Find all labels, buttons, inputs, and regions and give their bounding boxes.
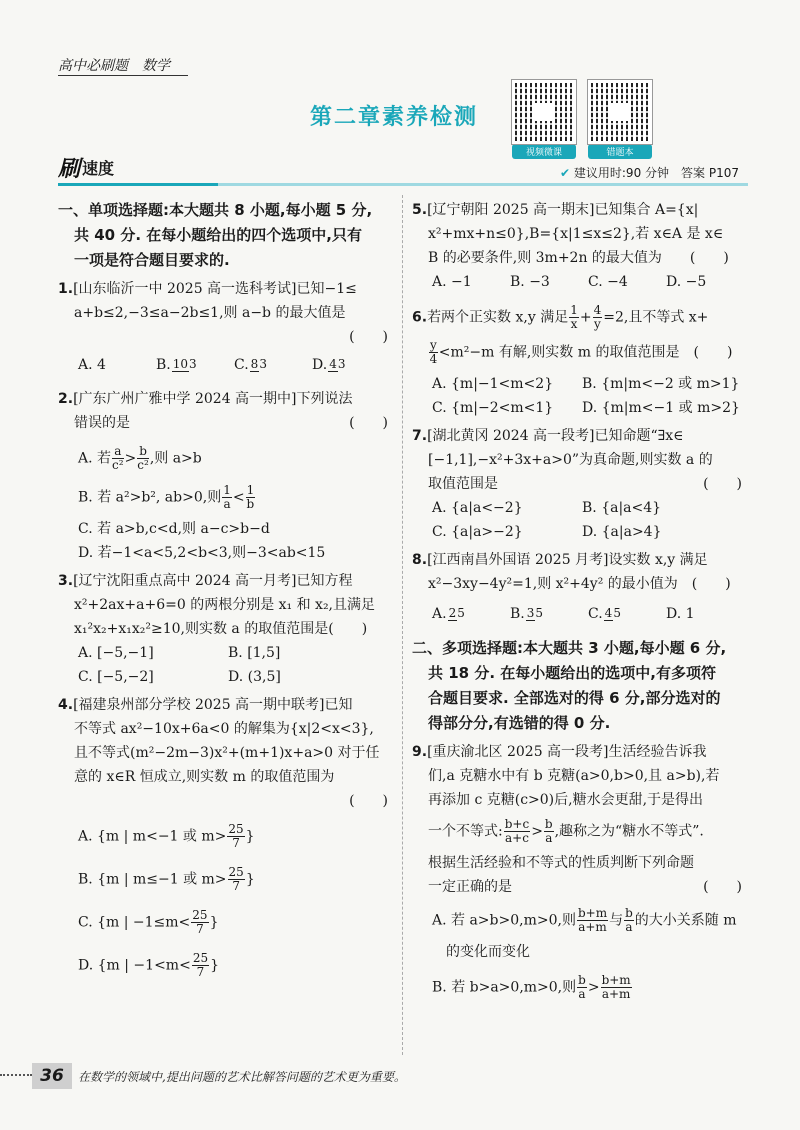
question-3: 3.[辽宁沈阳重点高中 2024 高一月考]已知方程 x²+2ax+a+6=0 的两根分别是 x₁ 和 x₂,且满足 x₁²x₂+x₁x₂²≥10,则实数 a 的取值范围是( ) A. [−5,−1] B. [1,5] C. [−5,−2] D. (3,5] bbox=[58, 573, 376, 685]
question-2: 2.[广东广州广雅中学 2024 高一期中]下列说法 错误的是 ( ) A. 若 $\frac{a}{\text{c²}}$ > $\frac{b}{\text{c²}}$ ,则 a>b B. 若 a²>b², ab>0,则 $\frac{1}{a}$ < $\frac{1}{b}$ C. 若 a>b,c<d,则 a−c>b−d D. 若−1<a<5,2<b<3,则−3<ab<15 bbox=[58, 391, 388, 561]
question-6: 6.若两个正实数 x,y 满足 $\frac{1}{x}$ + $\frac{4}{y}$ =2,且不等式 x+ $\frac{y}{4}$ <m²−m 有解,则实数 m 的取值范围是 ( ) A. {m|−1<m<2} B. {m|m<−2 或 m>1} C. {m|−2<m<1} D. {m|m<−1 或 m>2} bbox=[412, 303, 740, 416]
qr-code-icon[interactable] bbox=[588, 80, 652, 144]
header-rule bbox=[58, 75, 188, 76]
section-multi-choice: 二、多项选择题:本大题共 3 小题,每小题 6 分, 共 18 分. 在每小题给出的选项中,有多项符 合题目要求. 全部选对的得 6 分,部分选对的 得部分分,有选错的得 0 分. bbox=[412, 639, 727, 732]
qr-code-icon[interactable] bbox=[512, 80, 576, 144]
question-7: 7.[湖北黄冈 2024 高一段考]已知命题“∃x∈ [−1,1],−x²+3x+a>0”为真命题,则实数 a 的 取值范围是 ( ) A. {a|a<−2} B. {a|a<4} C. {a|a>−2} D. {a|a>4} bbox=[412, 428, 742, 540]
check-icon: ✔ bbox=[560, 166, 571, 180]
qr-label-mistakes: 错题本 bbox=[588, 144, 652, 159]
right-column bbox=[412, 198, 752, 1001]
page-number: 36 bbox=[32, 1063, 72, 1089]
footer-dots bbox=[0, 1074, 32, 1076]
question-1: 1.[山东临沂一中 2025 高一选科考试]已知−1≤ a+b≤2,−3≤a−2b≤1,则 a−b 的最大值是 ( ) A. 4 B. 103 C. 83 D. 43 bbox=[58, 281, 388, 373]
question-9: 9.[重庆渝北区 2025 高一段考]生活经验告诉我 们,a 克糖水中有 b 克糖(a>0,b>0,且 a>b),若 再添加 c 克糖(c>0)后,糖水会更甜,于是得出 一个不等式: $\frac{b+c}{a+c}$ > $\frac{b}{a}$ ,趣称之为“糖水不等式”. 根据生活经验和不等式的性质判断下列命题 一定正确的是 ( ) A. 若 a>b>0,m>0,则 $\frac{b+m}{a+m}$ 与 $\frac{b}{a}$ 的大小关系随 m 的变化而变化 B. 若 b>a>0,m>0,则 $\frac{b}{a}$ > $\frac{b+m}{a+m}$ bbox=[412, 744, 742, 1001]
section-single-choice: 一、单项选择题:本大题共 8 小题,每小题 5 分, 共 40 分. 在每小题给出的四个选项中,只有 一项是符合题目要求的. bbox=[58, 201, 373, 269]
qr-block-mistakes[interactable] bbox=[588, 80, 652, 159]
qr-label-video: 视频微课 bbox=[512, 144, 576, 159]
left-column bbox=[58, 198, 398, 979]
section-speed-heading bbox=[58, 152, 114, 183]
question-8: 8.[江西南昌外国语 2025 月考]设实数 x,y 满足 x²−3xy−4y²=1,则 x²+4y² 的最小值为 ( ) A. 25 B. 35 C. 45 D. 1 bbox=[412, 552, 731, 622]
footer-motto: 在数学的领域中,提出问题的艺术比解答问题的艺术更为重要。 bbox=[78, 1070, 406, 1084]
running-header: 高中必刷题 数学 bbox=[58, 58, 170, 74]
qr-block-video[interactable] bbox=[512, 80, 576, 159]
question-5: 5.[辽宁朝阳 2025 高一期末]已知集合 A={x| x²+mx+n≤0},B={x|1≤x≤2},若 x∈A 是 x∈ B 的必要条件,则 3m+2n 的最大值为 ( ) A. −1 B. −3 C. −4 D. −5 bbox=[412, 202, 729, 290]
chapter-title: 第二章素养检测 bbox=[310, 105, 479, 130]
heading-rule bbox=[58, 183, 748, 186]
column-divider bbox=[402, 195, 403, 1055]
speed-label: 速度 bbox=[82, 159, 115, 178]
brush-icon: 刷 bbox=[58, 157, 81, 182]
suggested-time: ✔ 建议用时:90 分钟 答案 P107 bbox=[560, 166, 739, 180]
question-4: 4.[福建泉州部分学校 2025 高一期中联考]已知 不等式 ax²−10x+6a<0 的解集为{x|2<x<3}, 且不等式(m²−2m−3)x²+(m+1)x+a>0 对于任 意的 x∈R 恒成立,则实数 m 的取值范围为 ( ) A. {m | m<−1 或 m> $\frac{25}{7}$ } B. {m | m≤−1 或 m> $\frac{25}{7}$ } C. {m | −1≤m< $\frac{25}{7}$ } D. {m | −1<m< $\frac{25}{7}$ } bbox=[58, 697, 388, 979]
